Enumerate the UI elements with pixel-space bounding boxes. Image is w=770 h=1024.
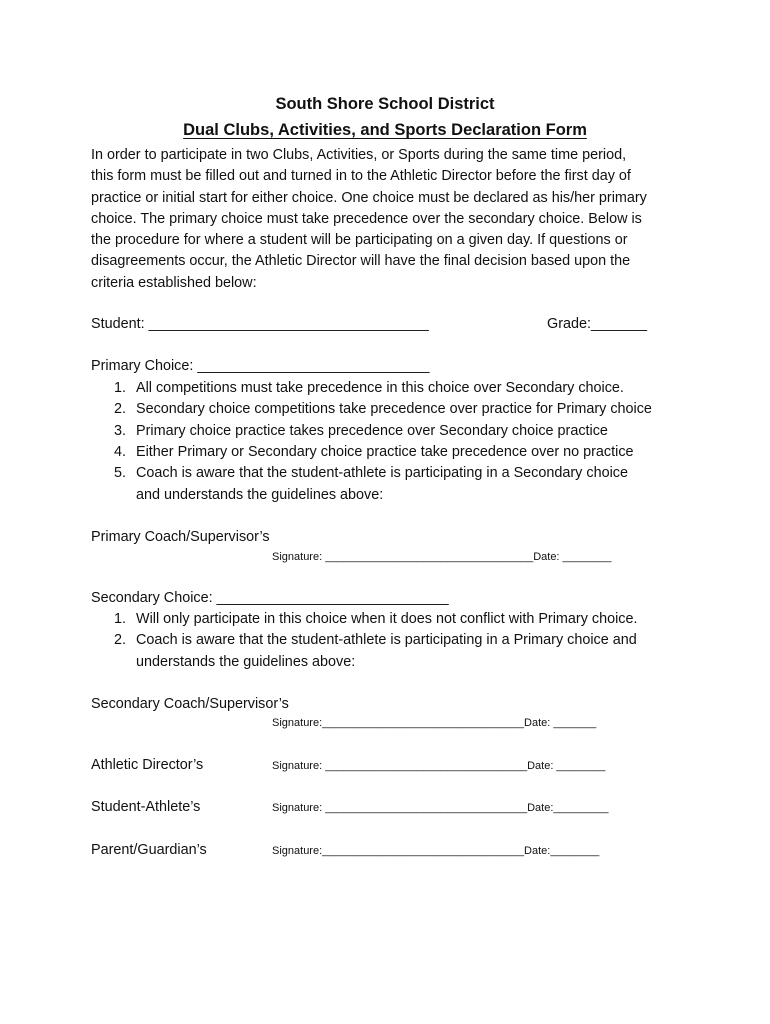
intro-paragraph bbox=[91, 145, 691, 294]
list-item-continuation: and understands the guidelines above: bbox=[136, 486, 384, 503]
intro-line: the procedure for where a student will be participating on a given day. If questions or bbox=[91, 232, 628, 249]
student-athlete-signature-line[interactable]: Signature: _________________________________Date:_________ bbox=[272, 802, 609, 814]
student-field[interactable]: Student: ___________________________________ bbox=[91, 316, 429, 332]
athletic-director-signature-line[interactable]: Signature: _________________________________Date: ________ bbox=[272, 760, 606, 772]
grade-field[interactable]: Grade:_______ bbox=[547, 316, 648, 332]
list-item: 5. Coach is aware that the student-athlete is participating in a Secondary choice bbox=[113, 465, 628, 482]
list-item: 1. All competitions must take precedence in this choice over Secondary choice. bbox=[113, 380, 624, 396]
list-item-continuation: understands the guidelines above: bbox=[136, 653, 356, 670]
intro-line: practice or initial start for either choice. One choice must be declared as his/her primary bbox=[91, 189, 647, 206]
parent-guardian-signature-line[interactable]: Signature:_________________________________Date:________ bbox=[272, 845, 600, 857]
list-item: 4. Either Primary or Secondary choice practice take precedence over no practice bbox=[113, 443, 634, 460]
intro-line: this form must be filled out and turned in to the Athletic Director before the first day of bbox=[91, 168, 631, 185]
secondary-choice-field[interactable]: Secondary Choice: _____________________________ bbox=[91, 590, 449, 606]
student-athlete-label: Student-Athlete’s bbox=[91, 799, 201, 815]
primary-coach-signature-line[interactable]: Signature: __________________________________Date: ________ bbox=[272, 551, 612, 563]
secondary-coach-label: Secondary Coach/Supervisor’s bbox=[91, 696, 289, 712]
parent-guardian-label: Parent/Guardian’s bbox=[91, 842, 207, 858]
secondary-coach-signature-line[interactable]: Signature:_________________________________Date: _______ bbox=[272, 717, 597, 729]
intro-line: choice. The primary choice must take precedence over the secondary choice. Below is bbox=[91, 210, 642, 227]
list-item: 2. Coach is aware that the student-athlete is participating in a Primary choice and bbox=[113, 632, 637, 649]
list-item: 2. Secondary choice competitions take precedence over practice for Primary choice bbox=[113, 401, 652, 418]
athletic-director-label: Athletic Director’s bbox=[91, 757, 204, 773]
intro-line: In order to participate in two Clubs, Activities, or Sports during the same time period, bbox=[91, 147, 627, 163]
primary-choice-field[interactable]: Primary Choice: _____________________________ bbox=[91, 358, 430, 374]
district-title: South Shore School District bbox=[275, 95, 495, 113]
form-title: Dual Clubs, Activities, and Sports Declaration Form bbox=[183, 121, 587, 139]
primary-coach-label: Primary Coach/Supervisor’s bbox=[91, 529, 270, 545]
list-item: 1. Will only participate in this choice when it does not conflict with Primary choice. bbox=[113, 611, 638, 627]
intro-line: criteria established below: bbox=[91, 274, 257, 291]
intro-line: disagreements occur, the Athletic Director will have the final decision based upon the bbox=[91, 253, 631, 270]
list-item: 3. Primary choice practice takes precedence over Secondary choice practice bbox=[113, 422, 608, 439]
